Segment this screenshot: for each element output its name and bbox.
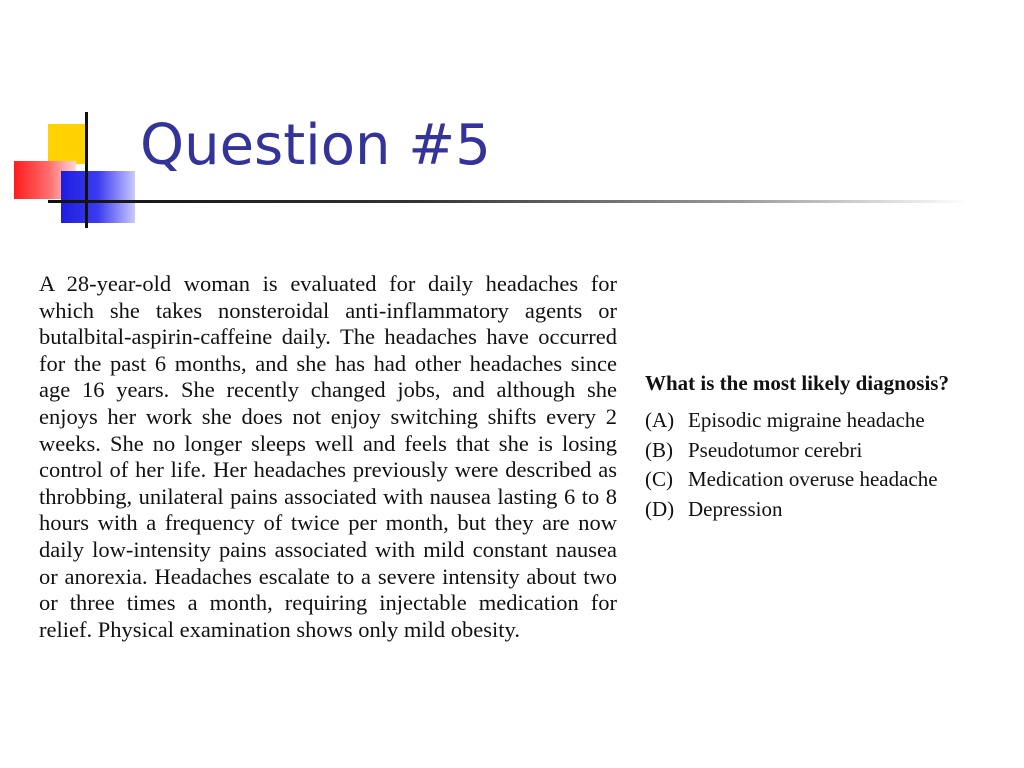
logo-vertical-line	[85, 112, 88, 228]
option-text: Episodic migraine headache	[688, 408, 925, 432]
question-prompt: What is the most likely diagnosis?	[645, 371, 949, 395]
logo-yellow-square	[48, 124, 86, 164]
answer-option-d	[645, 495, 1005, 525]
option-text: Medication overuse headache	[688, 467, 938, 491]
option-letter: (A)	[645, 408, 675, 432]
logo-blue-square	[61, 171, 135, 223]
question-panel	[645, 370, 1005, 524]
option-letter: (C)	[645, 467, 673, 491]
case-text: A 28-year-old woman is evaluated for daily headaches for which she takes nonsteroidal anti-inflammatory agents or butalbital-aspirin-caffeine daily. The headaches have occurred for the past 6 months, and she has had other headaches since age 16 years. She recently changed jobs, and although she enjoys her work she does not enjoy switching shifts every 2 weeks. She no longer sleeps well and feels that she is losing control of her life. Her headaches previously were described as throbbing, unilateral pains associated with nausea lasting 6 to 8 hours with a frequency of twice per month, but they are now daily low-intensity pains associated with mild constant nausea or anorexia. Headaches escalate to a severe intensity about two or three times a month, requiring injectable medication for relief. Physical examination shows only mild obesity.	[39, 271, 617, 642]
answer-option-c	[645, 465, 1005, 495]
title-underline	[48, 200, 968, 203]
option-letter: (D)	[645, 496, 675, 521]
answer-options	[645, 406, 1005, 524]
answer-option-a	[645, 406, 1005, 436]
slide-title: Question #5	[140, 113, 491, 178]
option-letter: (B)	[645, 437, 673, 462]
option-text: Pseudotumor cerebri	[688, 437, 863, 462]
option-text: Depression	[688, 496, 783, 521]
answer-option-b	[645, 436, 1005, 466]
